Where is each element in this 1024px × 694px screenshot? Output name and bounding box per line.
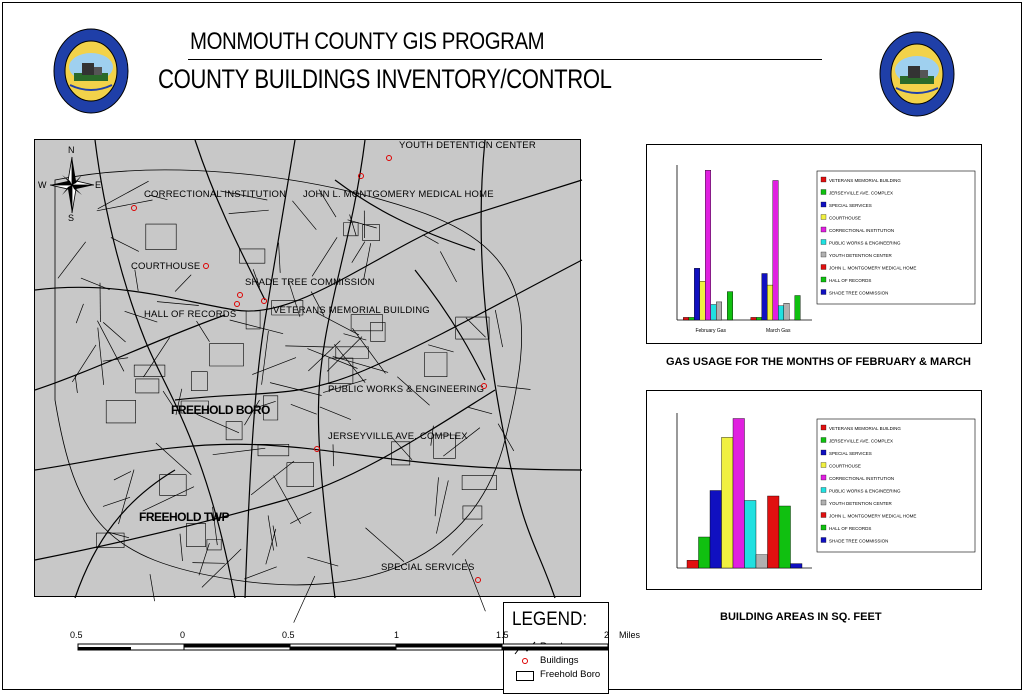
- legend-swatch: [821, 240, 826, 245]
- legend-swatch: [821, 425, 826, 430]
- chart-bar: [756, 555, 768, 568]
- chart-bar: [767, 285, 773, 320]
- scale-tick: 0.5: [70, 630, 83, 640]
- chart-bar: [751, 317, 757, 320]
- compass-n: N: [68, 145, 75, 155]
- chart-bar: [705, 170, 711, 320]
- building-marker[interactable]: [475, 577, 481, 583]
- building-marker[interactable]: [481, 383, 487, 389]
- legend-entry: HALL OF RECORDS: [829, 526, 872, 531]
- legend-swatch: [821, 513, 826, 518]
- scale-bar: [70, 630, 641, 660]
- label-youth-detention: YOUTH DETENTION CENTER: [399, 140, 536, 151]
- legend-swatch: [821, 450, 826, 455]
- legend-entry: JOHN L. MONTGOMERY MEDICAL HOME: [829, 513, 917, 519]
- chart-bar: [694, 268, 700, 320]
- legend-entry: SHADE TREE COMMISSION: [829, 290, 889, 296]
- compass-rose-icon: [38, 147, 100, 223]
- legend-entry: YOUTH DETENTION CENTER: [829, 501, 892, 506]
- scale-tick: 1: [394, 630, 400, 640]
- gas-usage-chart-svg: [647, 145, 981, 343]
- legend-buildings: Buildings: [540, 655, 579, 666]
- legend-entry: SPECIAL SERVICES: [829, 203, 872, 208]
- legend-swatch: [821, 252, 826, 257]
- legend-swatch: [821, 177, 826, 182]
- label-courthouse: COURTHOUSE: [131, 261, 201, 272]
- scale-bar-graphic: [78, 642, 608, 654]
- building-marker[interactable]: [386, 155, 392, 161]
- legend-swatch: [821, 475, 826, 480]
- legend-swatch: [821, 290, 826, 295]
- legend-freehold-boro: Freehold Boro: [540, 669, 601, 680]
- label-hall-of-records: HALL OF RECORDS: [144, 309, 237, 320]
- label-jerseyville: JERSEYVILLE AVE. COMPLEX: [328, 431, 468, 442]
- area-label-freehold-twp: FREEHOLD TWP: [139, 510, 229, 524]
- compass-s: S: [68, 213, 75, 223]
- chart-bar: [711, 305, 717, 321]
- chart-bar: [699, 537, 711, 568]
- chart-bar: [700, 281, 706, 320]
- page-title: COUNTY BUILDINGS INVENTORY/CONTROL: [158, 64, 612, 94]
- building-marker[interactable]: [314, 446, 320, 452]
- legend-swatch: [821, 215, 826, 220]
- chart-category-label: March Gas: [766, 328, 791, 334]
- chart-bar: [710, 491, 722, 569]
- legend-swatch: [821, 190, 826, 195]
- building-marker[interactable]: [131, 205, 137, 211]
- chart-bar: [689, 317, 695, 320]
- compass-w: W: [38, 180, 47, 190]
- road-network: [35, 140, 582, 598]
- building-marker[interactable]: [237, 292, 243, 298]
- county-seal-icon: [52, 27, 130, 115]
- gas-usage-chart: [646, 144, 982, 344]
- legend-entry: VETERANS MEMORIAL BUILDING: [829, 426, 901, 431]
- building-marker[interactable]: [203, 263, 209, 269]
- label-correctional: CORRECTIONAL INSTITUTION: [144, 189, 287, 200]
- compass-e: E: [95, 180, 102, 190]
- legend-swatch: [821, 227, 826, 232]
- chart-bar: [683, 317, 689, 320]
- chart-bar: [687, 560, 699, 568]
- label-shade-tree: SHADE TREE COMMISSION: [245, 277, 375, 288]
- label-special-services: SPECIAL SERVICES: [381, 562, 475, 573]
- scale-tick: 0: [180, 630, 186, 640]
- legend-entry: HALL OF RECORDS: [829, 278, 872, 283]
- legend-title: LEGEND:: [512, 609, 588, 630]
- label-veterans: VETERANS MEMORIAL BUILDING: [273, 305, 430, 316]
- legend-swatch: [821, 488, 826, 493]
- scale-tick: 0.5: [282, 630, 295, 640]
- label-public-works: PUBLIC WORKS & ENGINEERING: [328, 384, 485, 395]
- building-area-chart-svg: [647, 391, 981, 589]
- chart-bar: [784, 303, 790, 320]
- chart-bar: [745, 501, 757, 569]
- legend-swatch: [821, 463, 826, 468]
- chart-bar: [795, 296, 801, 321]
- chart-bar: [778, 306, 784, 320]
- chart-bar: [716, 302, 722, 320]
- scale-unit: Miles: [619, 630, 641, 640]
- legend-entry: COURTHOUSE: [829, 215, 861, 221]
- building-marker[interactable]: [358, 173, 364, 179]
- chart-bar: [773, 181, 779, 321]
- gas-usage-caption: GAS USAGE FOR THE MONTHS OF FEBRUARY & MARCH: [666, 356, 971, 368]
- legend-swatch: [821, 438, 826, 443]
- legend-entry: JERSEYVILLE AVE. COMPLEX: [829, 438, 893, 444]
- building-marker[interactable]: [261, 298, 267, 304]
- legend-swatch: [821, 538, 826, 543]
- legend-swatch: [821, 202, 826, 207]
- legend-entry: PUBLIC WORKS & ENGINEERING: [829, 488, 901, 494]
- chart-bar: [727, 292, 733, 320]
- area-label-freehold-boro: FREEHOLD BORO: [171, 403, 270, 417]
- legend-swatch: [821, 277, 826, 282]
- scale-tick: 2: [604, 630, 610, 640]
- legend-entry: YOUTH DETENTION CENTER: [829, 253, 892, 258]
- legend-entry: VETERANS MEMORIAL BUILDING: [829, 178, 901, 183]
- legend-entry: PUBLIC WORKS & ENGINEERING: [829, 240, 901, 246]
- legend-entry: CORRECTIONAL INSTITUTION: [829, 476, 895, 481]
- program-title: MONMOUTH COUNTY GIS PROGRAM: [190, 28, 545, 55]
- legend-swatch: [821, 265, 826, 270]
- scale-tick: 1.5: [496, 630, 509, 640]
- chart-bar: [722, 437, 734, 568]
- legend-entry: JOHN L. MONTGOMERY MEDICAL HOME: [829, 265, 917, 271]
- legend-entry: CORRECTIONAL INSTITUTION: [829, 228, 895, 233]
- legend-swatch: [821, 500, 826, 505]
- county-seal-icon: [878, 30, 956, 118]
- building-area-chart: [646, 390, 982, 590]
- building-area-caption: BUILDING AREAS IN SQ. FEET: [720, 611, 882, 623]
- title-underline: [188, 59, 822, 60]
- legend-entry: COURTHOUSE: [829, 463, 861, 469]
- chart-bar: [756, 317, 762, 320]
- legend-swatch: [821, 525, 826, 530]
- chart-bar: [779, 506, 791, 568]
- chart-category-label: February Gas: [695, 328, 727, 334]
- chart-bar: [791, 564, 803, 568]
- chart-bar: [733, 419, 745, 569]
- legend-entry: SPECIAL SERVICES: [829, 451, 872, 456]
- legend-entry: SHADE TREE COMMISSION: [829, 538, 889, 544]
- legend-entry: JERSEYVILLE AVE. COMPLEX: [829, 190, 893, 196]
- chart-bar: [768, 496, 780, 568]
- label-medical-home: JOHN L. MONTGOMERY MEDICAL HOME: [303, 189, 494, 200]
- boro-legend-icon: [516, 671, 534, 681]
- building-marker[interactable]: [234, 301, 240, 307]
- chart-bar: [762, 274, 768, 321]
